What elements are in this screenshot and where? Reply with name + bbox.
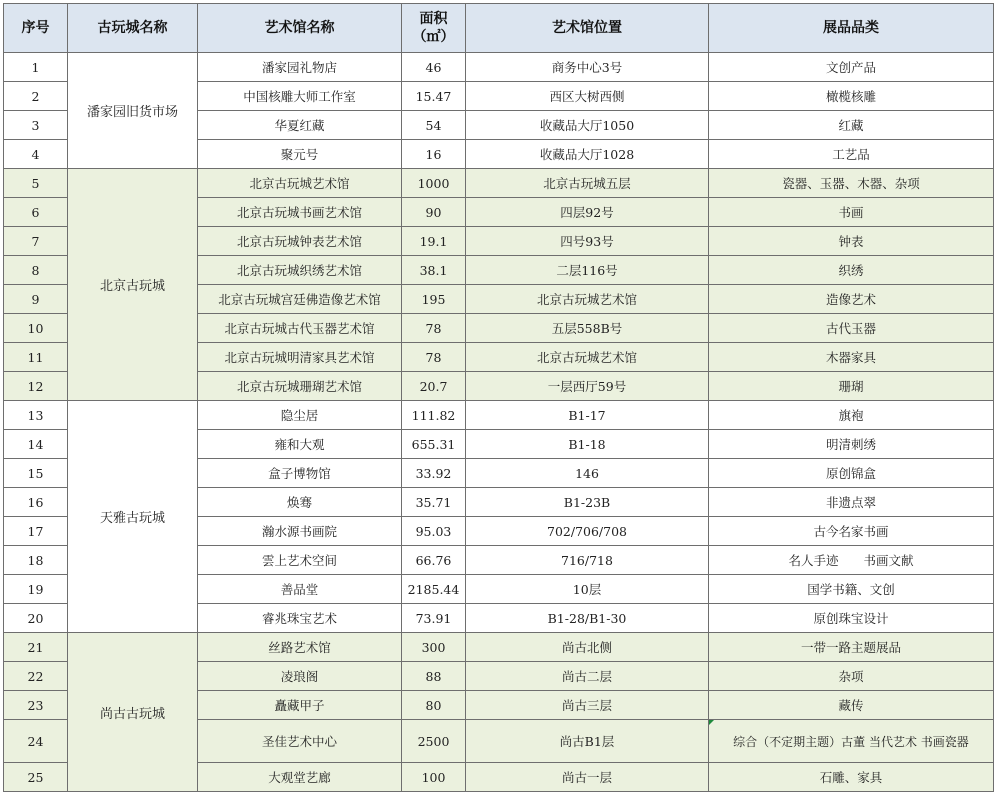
cell-gallery: 潘家园礼物店 [198, 53, 402, 82]
table-row [4, 53, 994, 82]
cell-seq: 24 [4, 720, 68, 763]
cell-gallery: 北京古玩城古代玉器艺术馆 [198, 314, 402, 343]
cell-category: 红藏 [709, 111, 994, 140]
cell-category: 综合（不定期主题）古董 当代艺术 书画瓷器 [709, 720, 994, 763]
cell-location: 四层92号 [466, 198, 709, 227]
market-cell: 北京古玩城 [68, 169, 198, 401]
cell-area: 95.03 [402, 517, 466, 546]
cell-area: 46 [402, 53, 466, 82]
cell-area: 111.82 [402, 401, 466, 430]
header-area-label: 面积 [419, 11, 448, 27]
cell-location: 五层558B号 [466, 314, 709, 343]
cell-category: 古代玉器 [709, 314, 994, 343]
cell-location: 一层西厅59号 [466, 372, 709, 401]
cell-area: 66.76 [402, 546, 466, 575]
cell-seq: 15 [4, 459, 68, 488]
cell-area: 100 [402, 763, 466, 792]
cell-location: B1-17 [466, 401, 709, 430]
cell-seq: 12 [4, 372, 68, 401]
header-area-unit: （㎡） [412, 29, 455, 45]
cell-category: 织绣 [709, 256, 994, 285]
cell-area: 80 [402, 691, 466, 720]
cell-location: 146 [466, 459, 709, 488]
cell-gallery: 善品堂 [198, 575, 402, 604]
cell-area: 90 [402, 198, 466, 227]
cell-category: 橄榄核雕 [709, 82, 994, 111]
cell-gallery: 北京古玩城宫廷佛造像艺术馆 [198, 285, 402, 314]
cell-category: 明清刺绣 [709, 430, 994, 459]
cell-category: 书画 [709, 198, 994, 227]
cell-category: 一带一路主题展品 [709, 633, 994, 662]
cell-gallery: 北京古玩城书画艺术馆 [198, 198, 402, 227]
cell-gallery: 北京古玩城织绣艺术馆 [198, 256, 402, 285]
cell-gallery: 盒子博物馆 [198, 459, 402, 488]
cell-location: 四号93号 [466, 227, 709, 256]
header-row [4, 4, 994, 53]
cell-gallery: 凌琅阁 [198, 662, 402, 691]
cell-location: 收藏品大厅1050 [466, 111, 709, 140]
gallery-table-container [3, 3, 994, 792]
header-market: 古玩城名称 [68, 4, 198, 53]
market-cell: 尚古古玩城 [68, 633, 198, 792]
cell-location: 702/706/708 [466, 517, 709, 546]
cell-gallery: 北京古玩城艺术馆 [198, 169, 402, 198]
cell-category: 古今名家书画 [709, 517, 994, 546]
market-cell: 天雅古玩城 [68, 401, 198, 633]
cell-gallery: 矗藏甲子 [198, 691, 402, 720]
cell-seq: 8 [4, 256, 68, 285]
cell-area: 88 [402, 662, 466, 691]
cell-seq: 14 [4, 430, 68, 459]
cell-category: 旗袍 [709, 401, 994, 430]
cell-seq: 10 [4, 314, 68, 343]
cell-area: 655.31 [402, 430, 466, 459]
cell-gallery: 雍和大观 [198, 430, 402, 459]
header-area [402, 4, 466, 53]
cell-seq: 11 [4, 343, 68, 372]
cell-seq: 18 [4, 546, 68, 575]
cell-area: 16 [402, 140, 466, 169]
cell-area: 195 [402, 285, 466, 314]
cell-area: 19.1 [402, 227, 466, 256]
cell-location: 西区大树西侧 [466, 82, 709, 111]
cell-area: 35.71 [402, 488, 466, 517]
cell-seq: 25 [4, 763, 68, 792]
cell-seq: 22 [4, 662, 68, 691]
cell-gallery: 中国核雕大师工作室 [198, 82, 402, 111]
cell-location: 商务中心3号 [466, 53, 709, 82]
cell-gallery: 聚元号 [198, 140, 402, 169]
cell-gallery: 雲上艺术空间 [198, 546, 402, 575]
cell-seq: 2 [4, 82, 68, 111]
cell-gallery: 圣佳艺术中心 [198, 720, 402, 763]
header-gallery: 艺术馆名称 [198, 4, 402, 53]
cell-location: 尚古二层 [466, 662, 709, 691]
cell-gallery: 大观堂艺廊 [198, 763, 402, 792]
cell-location: 收藏品大厅1028 [466, 140, 709, 169]
cell-seq: 4 [4, 140, 68, 169]
cell-seq: 23 [4, 691, 68, 720]
cell-area: 300 [402, 633, 466, 662]
cell-category: 杂项 [709, 662, 994, 691]
cell-location: 尚古北侧 [466, 633, 709, 662]
cell-area: 73.91 [402, 604, 466, 633]
cell-location: 尚古三层 [466, 691, 709, 720]
cell-area: 1000 [402, 169, 466, 198]
cell-gallery: 北京古玩城珊瑚艺术馆 [198, 372, 402, 401]
cell-category: 原创珠宝设计 [709, 604, 994, 633]
cell-category: 木器家具 [709, 343, 994, 372]
cell-location: B1-23B [466, 488, 709, 517]
cell-gallery: 丝路艺术馆 [198, 633, 402, 662]
cell-seq: 1 [4, 53, 68, 82]
cell-category: 非遗点翠 [709, 488, 994, 517]
cell-category: 工艺品 [709, 140, 994, 169]
cell-area: 33.92 [402, 459, 466, 488]
cell-category: 石雕、家具 [709, 763, 994, 792]
cell-location: 尚古一层 [466, 763, 709, 792]
cell-location: 北京古玩城艺术馆 [466, 343, 709, 372]
cell-location: B1-18 [466, 430, 709, 459]
gallery-table [3, 3, 994, 792]
cell-seq: 3 [4, 111, 68, 140]
cell-location: B1-28/B1-30 [466, 604, 709, 633]
cell-gallery: 睿兆珠宝艺术 [198, 604, 402, 633]
header-category: 展品品类 [709, 4, 994, 53]
cell-seq: 16 [4, 488, 68, 517]
cell-category: 原创锦盒 [709, 459, 994, 488]
cell-area: 2185.44 [402, 575, 466, 604]
cell-gallery: 瀚水源书画院 [198, 517, 402, 546]
cell-area: 38.1 [402, 256, 466, 285]
cell-category: 国学书籍、文创 [709, 575, 994, 604]
cell-category: 文创产品 [709, 53, 994, 82]
cell-location: 北京古玩城五层 [466, 169, 709, 198]
cell-location: 二层116号 [466, 256, 709, 285]
cell-seq: 20 [4, 604, 68, 633]
cell-category: 造像艺术 [709, 285, 994, 314]
cell-seq: 13 [4, 401, 68, 430]
header-location: 艺术馆位置 [466, 4, 709, 53]
cell-area: 54 [402, 111, 466, 140]
cell-area: 15.47 [402, 82, 466, 111]
cell-category: 藏传 [709, 691, 994, 720]
cell-location: 北京古玩城艺术馆 [466, 285, 709, 314]
cell-area: 78 [402, 314, 466, 343]
cell-category: 钟表 [709, 227, 994, 256]
cell-category: 名人手迹 书画文献 [709, 546, 994, 575]
cell-gallery: 北京古玩城明清家具艺术馆 [198, 343, 402, 372]
cell-area: 78 [402, 343, 466, 372]
market-cell: 潘家园旧货市场 [68, 53, 198, 169]
table-row [4, 633, 994, 662]
cell-seq: 9 [4, 285, 68, 314]
cell-location: 716/718 [466, 546, 709, 575]
header-seq: 序号 [4, 4, 68, 53]
cell-gallery: 焕骞 [198, 488, 402, 517]
cell-area: 2500 [402, 720, 466, 763]
cell-category: 珊瑚 [709, 372, 994, 401]
cell-category: 瓷器、玉器、木器、杂项 [709, 169, 994, 198]
cell-location: 10层 [466, 575, 709, 604]
cell-gallery: 隐尘居 [198, 401, 402, 430]
table-row [4, 169, 994, 198]
cell-area: 20.7 [402, 372, 466, 401]
cell-seq: 5 [4, 169, 68, 198]
cell-gallery: 北京古玩城钟表艺术馆 [198, 227, 402, 256]
cell-gallery: 华夏红藏 [198, 111, 402, 140]
cell-seq: 7 [4, 227, 68, 256]
cell-seq: 6 [4, 198, 68, 227]
cell-seq: 21 [4, 633, 68, 662]
cell-seq: 19 [4, 575, 68, 604]
table-row [4, 401, 994, 430]
cell-seq: 17 [4, 517, 68, 546]
cell-location: 尚古B1层 [466, 720, 709, 763]
